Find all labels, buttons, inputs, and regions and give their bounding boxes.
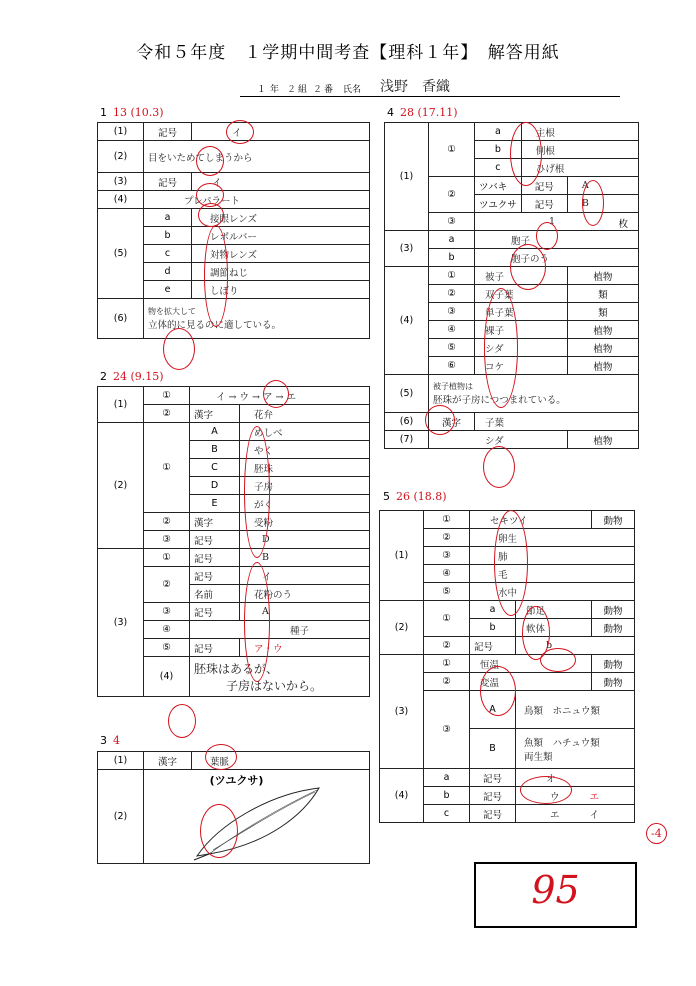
table-cell: 記号 (144, 173, 192, 191)
table-cell: B (470, 729, 516, 769)
page-title: 令和５年度 １学期中間考査【理科１年】 解答用紙 (136, 43, 560, 63)
table-cell: ⑥ (429, 357, 475, 375)
table-cell: C (190, 459, 240, 477)
table-cell: B (190, 441, 240, 459)
table-cell: 肺 (470, 547, 635, 565)
table-cell: エ イ (516, 805, 635, 823)
table-cell: 魚類 ハチュウ類 両生類 (516, 729, 635, 769)
table-cell: 水中 (470, 583, 635, 601)
table-cell: セキツイ (470, 511, 592, 529)
table-cell: B (567, 195, 638, 213)
table-cell: ④ (424, 565, 470, 583)
table-cell: 毛 (470, 565, 635, 583)
table-cell: 記号 (190, 567, 240, 585)
table-cell: c (475, 159, 522, 177)
table-cell: B (240, 549, 370, 567)
class-value: ２ (287, 85, 297, 95)
table-cell: (3) (98, 173, 144, 191)
table-cell: a (424, 769, 470, 787)
table-cell: 葉脈 (192, 752, 370, 770)
table-cell: ① (429, 123, 475, 177)
table-cell: 名前 (190, 585, 240, 603)
table-cell: d (144, 263, 192, 281)
table-cell: 変温 (470, 673, 592, 691)
table-cell: ② (144, 513, 190, 531)
table-cell: 動物 (592, 601, 635, 619)
table-cell: 単子葉 (475, 303, 568, 321)
table-cell: 軟体 (516, 619, 592, 637)
student-info-line (240, 78, 620, 97)
table-cell: 子葉 (475, 413, 639, 431)
number-unit: 番 (324, 85, 334, 95)
table-cell: ① (424, 511, 470, 529)
table-cell: 記号 (190, 603, 240, 621)
section-1-table (97, 122, 370, 339)
table-cell: c (144, 245, 192, 263)
table-cell: 胞子 (475, 231, 639, 249)
grade-unit: 年 (270, 85, 280, 95)
table-cell: ③ (424, 691, 470, 769)
table-cell: (5) (385, 375, 429, 413)
table-cell: 記号 (470, 637, 516, 655)
table-cell: 1 枚 (475, 213, 639, 231)
table-cell: 被子 (475, 267, 568, 285)
grade-value: １ (257, 85, 267, 95)
table-cell: (4) (144, 657, 190, 697)
table-cell: 種子 (190, 621, 370, 639)
table-cell: ④ (144, 621, 190, 639)
section-3-table (97, 751, 370, 864)
table-cell: (2) (98, 423, 144, 549)
table-cell: ① (144, 549, 190, 567)
table-cell: 植物 (567, 357, 638, 375)
table-cell: 漢字 (429, 413, 475, 431)
table-cell: A (190, 423, 240, 441)
section-4-points: 28 (17.11) (400, 106, 458, 119)
table-cell: ② (424, 673, 470, 691)
table-cell: D (240, 531, 370, 549)
table-cell: b (470, 619, 516, 637)
answer-1-4: プレパラート (144, 191, 370, 209)
table-cell: ③ (429, 213, 475, 231)
table-cell: 記号 (190, 639, 240, 657)
table-cell: めしべ (240, 423, 370, 441)
leaf-drawing (189, 784, 339, 864)
table-cell: ② (424, 529, 470, 547)
table-cell: ひげ根 (521, 159, 638, 177)
class-unit: 組 (298, 85, 308, 95)
table-cell: 漢字 (190, 513, 240, 531)
table-cell: a (470, 601, 516, 619)
table-cell: 花粉のう (240, 585, 370, 603)
table-cell: ① (144, 423, 190, 513)
table-cell: ① (424, 655, 470, 673)
section-5-points: 26 (18.8) (396, 490, 447, 503)
table-cell: c (424, 805, 470, 823)
table-cell: コケ (475, 357, 568, 375)
table-cell: 主根 (521, 123, 638, 141)
table-cell: 胚珠 (240, 459, 370, 477)
table-cell: a (144, 209, 192, 227)
name-label: 氏名 (343, 85, 362, 95)
table-cell: イ → ウ → ア → エ (190, 387, 370, 405)
table-cell: ① (424, 601, 470, 637)
table-cell: ツバキ (475, 177, 522, 195)
table-cell: ア・ウ (240, 639, 370, 657)
table-cell: ① (429, 267, 475, 285)
table-cell: (2) (98, 770, 144, 864)
table-cell: 鳥類 ホニュウ類 (516, 691, 635, 729)
table-cell: がく (240, 495, 370, 513)
table-cell: b (144, 227, 192, 245)
check-mark (168, 704, 196, 738)
section-2-points: 24 (9.15) (113, 370, 164, 383)
table-cell: 記号 (144, 123, 192, 141)
section-3-points: 4 (113, 734, 120, 747)
table-cell: ④ (429, 321, 475, 339)
table-cell: b (429, 249, 475, 267)
answer-1-3: イ (192, 173, 370, 191)
table-cell: 動物 (592, 619, 635, 637)
table-cell: 花弁 (240, 405, 370, 423)
table-cell: 植物 (567, 321, 638, 339)
student-name: 浅野 香織 (380, 79, 450, 95)
table-cell: シダ (429, 431, 568, 449)
table-cell: (7) (385, 431, 429, 449)
table-cell: E (190, 495, 240, 513)
answer-1-6: 物を拡大して 立体的に見るのに適している。 (144, 299, 370, 339)
table-cell: a (429, 231, 475, 249)
table-cell: 双子葉 (475, 285, 568, 303)
table-cell: 記号 (521, 195, 567, 213)
table-cell: (6) (98, 299, 144, 339)
table-cell: a (475, 123, 522, 141)
section-4-table (384, 122, 639, 449)
table-cell: (4) (380, 769, 424, 823)
answer-1-1: イ (192, 123, 370, 141)
table-cell: 動物 (592, 655, 635, 673)
table-cell: (2) (98, 141, 144, 173)
table-cell: (3) (98, 549, 144, 697)
table-cell: 漢字 (190, 405, 240, 423)
table-cell: オ (516, 769, 635, 787)
table-cell: イ (240, 567, 370, 585)
table-cell: 類 (567, 303, 638, 321)
table-cell: (3) (380, 655, 424, 769)
leaf-caption: (ツユクサ) (209, 774, 264, 787)
table-cell: ② (429, 177, 475, 213)
table-cell: ② (144, 567, 190, 603)
table-cell: 記号 (521, 177, 567, 195)
table-cell: (6) (385, 413, 429, 431)
table-cell: シダ (475, 339, 568, 357)
table-cell: ⑤ (144, 639, 190, 657)
table-cell: (1) (98, 752, 144, 770)
table-cell: (1) (385, 123, 429, 231)
table-cell: 卵生 (470, 529, 635, 547)
answer-1-2: 目をいためてしまうから (144, 141, 370, 173)
table-cell: 動物 (592, 673, 635, 691)
table-cell: 胞子のう (475, 249, 639, 267)
table-cell: ⑤ (424, 583, 470, 601)
table-cell: ③ (144, 531, 190, 549)
table-cell: 記号 (190, 531, 240, 549)
score-box (474, 862, 637, 928)
table-cell: ツユクサ (475, 195, 522, 213)
table-cell: 記号 (470, 805, 516, 823)
table-cell: 受粉 (240, 513, 370, 531)
section-5-table (379, 510, 635, 823)
table-cell: やく (240, 441, 370, 459)
section-4-heading: 4 28 (17.11) (387, 106, 458, 119)
section-1-points: 13 (10.3) (113, 106, 164, 119)
table-cell: b (516, 637, 635, 655)
table-cell: 記号 (470, 769, 516, 787)
table-cell: 漢字 (144, 752, 192, 770)
table-cell: 裸子 (475, 321, 568, 339)
table-cell: D (190, 477, 240, 495)
section-3-heading: 3 4 (100, 734, 120, 747)
table-cell: 対物レンズ (192, 245, 370, 263)
table-cell: ③ (424, 547, 470, 565)
deduction-mark: -4 (646, 823, 667, 844)
section-2-table (97, 386, 370, 697)
table-cell: A (470, 691, 516, 729)
table-cell: (1) (380, 511, 424, 601)
table-cell: 胚珠はあるが、 子房はないから。 (190, 657, 370, 697)
section-1-heading: 1 13 (10.3) (100, 106, 164, 119)
table-cell: 恒温 (470, 655, 592, 673)
table-cell: A (567, 177, 638, 195)
table-cell: A (240, 603, 370, 621)
table-cell: 接眼レンズ (192, 209, 370, 227)
table-cell: b (475, 141, 522, 159)
table-cell: ② (144, 405, 190, 423)
section-5-heading: 5 26 (18.8) (383, 490, 447, 503)
table-cell: e (144, 281, 192, 299)
table-cell: ⑤ (429, 339, 475, 357)
check-mark (483, 446, 515, 488)
table-cell: ① (144, 387, 190, 405)
table-cell: 側根 (521, 141, 638, 159)
table-cell: 被子植物は 胚珠が子房につつまれている。 (429, 375, 639, 413)
table-cell: ③ (429, 303, 475, 321)
table-cell: 記号 (470, 787, 516, 805)
table-cell: ② (429, 285, 475, 303)
table-cell: (4) (98, 191, 144, 209)
table-cell: (3) (385, 231, 429, 267)
table-cell: (1) (98, 387, 144, 423)
table-cell: 植物 (567, 431, 638, 449)
table-cell: レボルバー (192, 227, 370, 245)
number-value: ２ (313, 85, 323, 95)
table-cell: ③ (144, 603, 190, 621)
table-cell: (2) (380, 601, 424, 655)
table-cell: 動物 (592, 511, 635, 529)
table-cell: 類 (567, 285, 638, 303)
section-2-heading: 2 24 (9.15) (100, 370, 164, 383)
table-cell: 記号 (190, 549, 240, 567)
table-cell (144, 770, 370, 864)
table-cell: (5) (98, 209, 144, 299)
table-cell: (4) (385, 267, 429, 375)
table-cell: ウ エ (516, 787, 635, 805)
table-cell: しぼり (192, 281, 370, 299)
table-cell: b (424, 787, 470, 805)
table-cell: 調節ねじ (192, 263, 370, 281)
table-cell: ② (424, 637, 470, 655)
table-cell: 植物 (567, 339, 638, 357)
total-score: 95 (531, 868, 580, 912)
table-cell: 植物 (567, 267, 638, 285)
table-cell: (1) (98, 123, 144, 141)
table-cell: 子房 (240, 477, 370, 495)
table-cell: 節足 (516, 601, 592, 619)
